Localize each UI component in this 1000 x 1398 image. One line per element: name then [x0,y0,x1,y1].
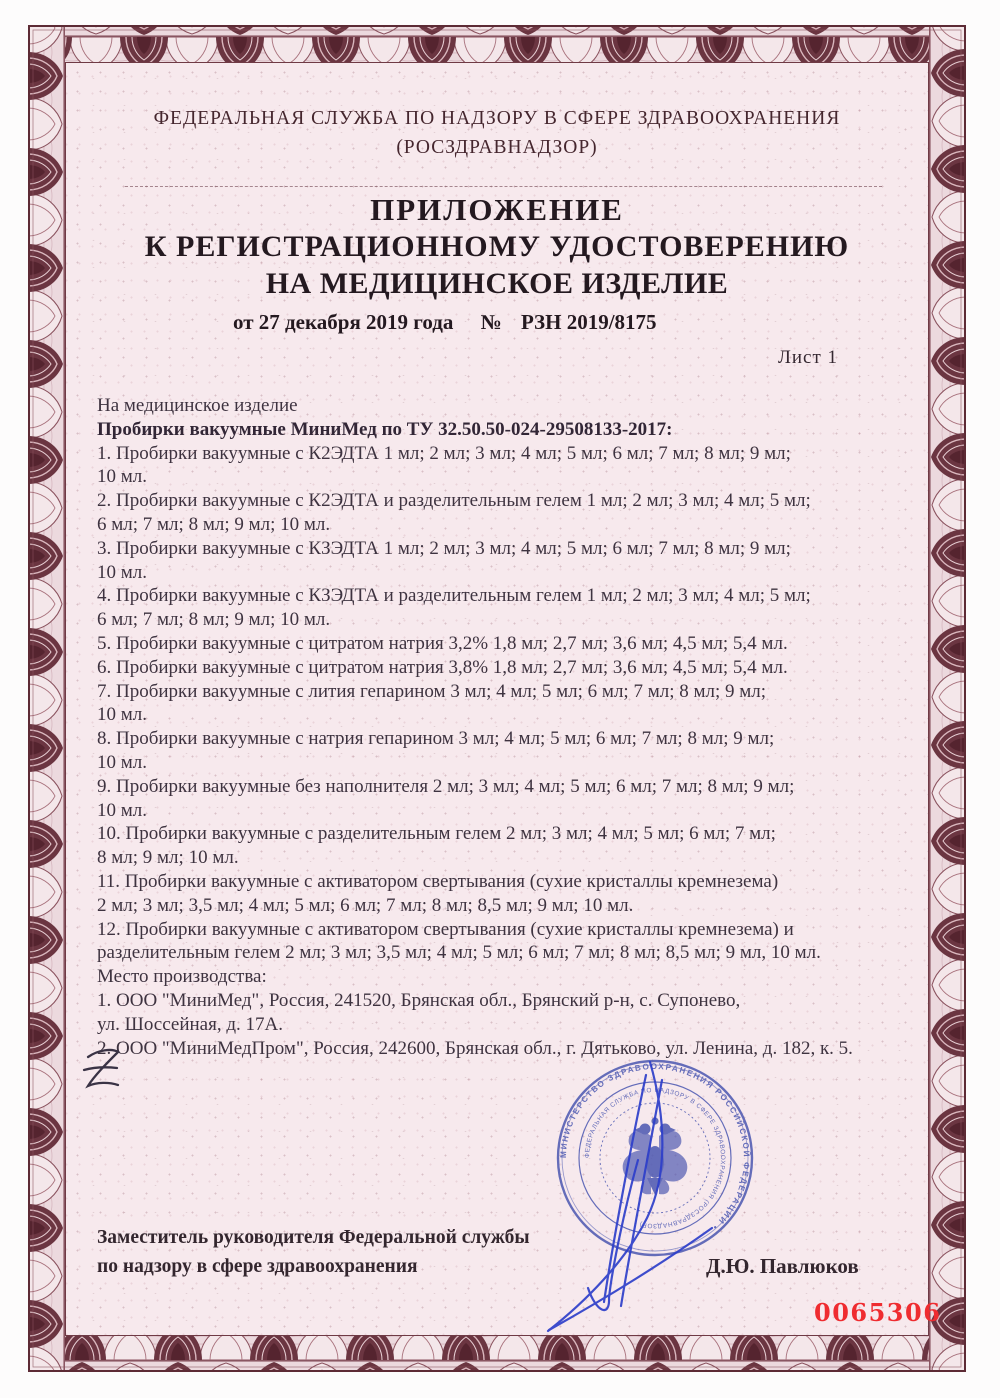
handwritten-mark [84,1050,118,1086]
body-line: Место производства: [97,966,267,988]
body-line: 8. Пробирки вакуумные с натрия гепарином 3 мл; 4 мл; 5 мл; 6 мл; 7 мл; 8 мл; 9 мл; [97,728,775,750]
stamp-ring-text-outer: МИНИСТЕРСТВО ЗДРАВООХРАНЕНИЯ РОССИЙСКОЙ ФЕДЕРАЦИИ • [558,1061,752,1233]
signer-title-line1: Заместитель руководителя Федеральной службы [97,1227,530,1248]
body-line: 7. Пробирки вакуумные с лития гепарином 3 мл; 4 мл; 5 мл; 6 мл; 7 мл; 8 мл; 9 мл; [97,680,767,702]
body-intro: На медицинское изделие [97,395,298,416]
agency-name-line2: (РОСЗДРАВНАДЗОР) [396,137,598,158]
body-line: 11. Пробирки вакуумные с активатором свертывания (сухие кристаллы кремнезема) [97,870,779,892]
serial-number: 0065306 [814,1298,942,1327]
body-line: 10 мл. [97,704,148,726]
body-line: 8 мл; 9 мл; 10 мл. [97,847,239,869]
stamp-ring-text-inner: ФЕДЕРАЛЬНАЯ СЛУЖБА ПО НАДЗОРУ В СФЕРЕ ЗДРАВООХРАНЕНИЯ (РОСЗДРАВНАДЗОР) • [583,1086,727,1230]
body-line: 10. Пробирки вакуумные с разделительным гелем 2 мл; 3 мл; 4 мл; 5 мл; 6 мл; 7 мл; [97,823,776,845]
body-line: 5. Пробирки вакуумные с цитратом натрия 3,2% 1,8 мл; 2,7 мл; 3,6 мл; 4,5 мл; 5,4 мл. [97,632,788,654]
body-line: 3. Пробирки вакуумные с КЗЭДТА 1 мл; 2 мл; 3 мл; 4 мл; 5 мл; 6 мл; 7 мл; 8 мл; 9 мл; [97,537,791,559]
body-line: 1. ООО "МиниМед", Россия, 241520, Брянская обл., Брянский р-н, с. Супонево, [97,989,741,1011]
signer-title-line2: по надзору в сфере здравоохранения [97,1256,418,1277]
doc-title-line1: ПРИЛОЖЕНИЕ [370,192,624,227]
body-line: 9. Пробирки вакуумные без наполнителя 2 мл; 3 мл; 4 мл; 5 мл; 6 мл; 7 мл; 8 мл; 9 мл; [97,775,795,797]
issue-date: от 27 декабря 2019 года [233,310,454,334]
body-line: 6 мл; 7 мл; 8 мл; 9 мл; 10 мл. [97,609,331,631]
body-line: разделительным гелем 2 мл; 3 мл; 3,5 мл; 4 мл; 5 мл; 6 мл; 7 мл; 8 мл; 8,5 мл; 9 мл, 10 мл. [97,942,821,964]
number-sign: № [480,310,502,334]
body-line: 12. Пробирки вакуумные с активатором свертывания (сухие кристаллы кремнезема) и [97,918,794,940]
product-title: Пробирки вакуумные МиниМед по ТУ 32.50.50-024-29508133-2017: [97,418,673,440]
body-line: ул. Шоссейная, д. 17А. [97,1013,283,1035]
doc-title-line2: К РЕГИСТРАЦИОННОМУ УДОСТОВЕРЕНИЮ [144,230,850,263]
body-line: 4. Пробирки вакуумные с КЗЭДТА и разделительным гелем 1 мл; 2 мл; 3 мл; 4 мл; 5 мл; [97,585,811,607]
body-line: 10 мл. [97,466,148,488]
body-line: 1. Пробирки вакуумные с К2ЭДТА 1 мл; 2 мл; 3 мл; 4 мл; 5 мл; 6 мл; 7 мл; 8 мл; 9 мл; [97,442,791,464]
body-line: 2. ООО "МиниМедПром", Россия, 242600, Брянская обл., г. Дятьково, ул. Ленина, д. 182, к. 5. [97,1037,853,1059]
official-stamp [558,1061,753,1255]
body-line: 10 мл. [97,751,148,773]
body-line: 6 мл; 7 мл; 8 мл; 9 мл; 10 мл. [97,513,331,535]
registration-number: РЗН 2019/8175 [520,310,657,334]
sheet-number: Лист 1 [778,347,839,368]
body-line: 2 мл; 3 мл; 3,5 мл; 4 мл; 5 мл; 6 мл; 7 мл; 8 мл; 8,5 мл; 9 мл; 10 мл. [97,894,634,916]
body-line: 2. Пробирки вакуумные с К2ЭДТА и разделительным гелем 1 мл; 2 мл; 3 мл; 4 мл; 5 мл; [97,490,811,512]
body-line: 10 мл. [97,799,148,821]
body-line: 6. Пробирки вакуумные с цитратом натрия 3,8% 1,8 мл; 2,7 мл; 3,6 мл; 4,5 мл; 5,4 мл. [97,656,788,678]
body-line: 10 мл. [97,561,148,583]
agency-name-line1: ФЕДЕРАЛЬНАЯ СЛУЖБА ПО НАДЗОРУ В СФЕРЕ ЗДРАВООХРАНЕНИЯ [153,108,841,129]
signer-name: Д.Ю. Павлюков [706,1254,859,1278]
doc-title-line3: НА МЕДИЦИНСКОЕ ИЗДЕЛИЕ [265,267,729,300]
